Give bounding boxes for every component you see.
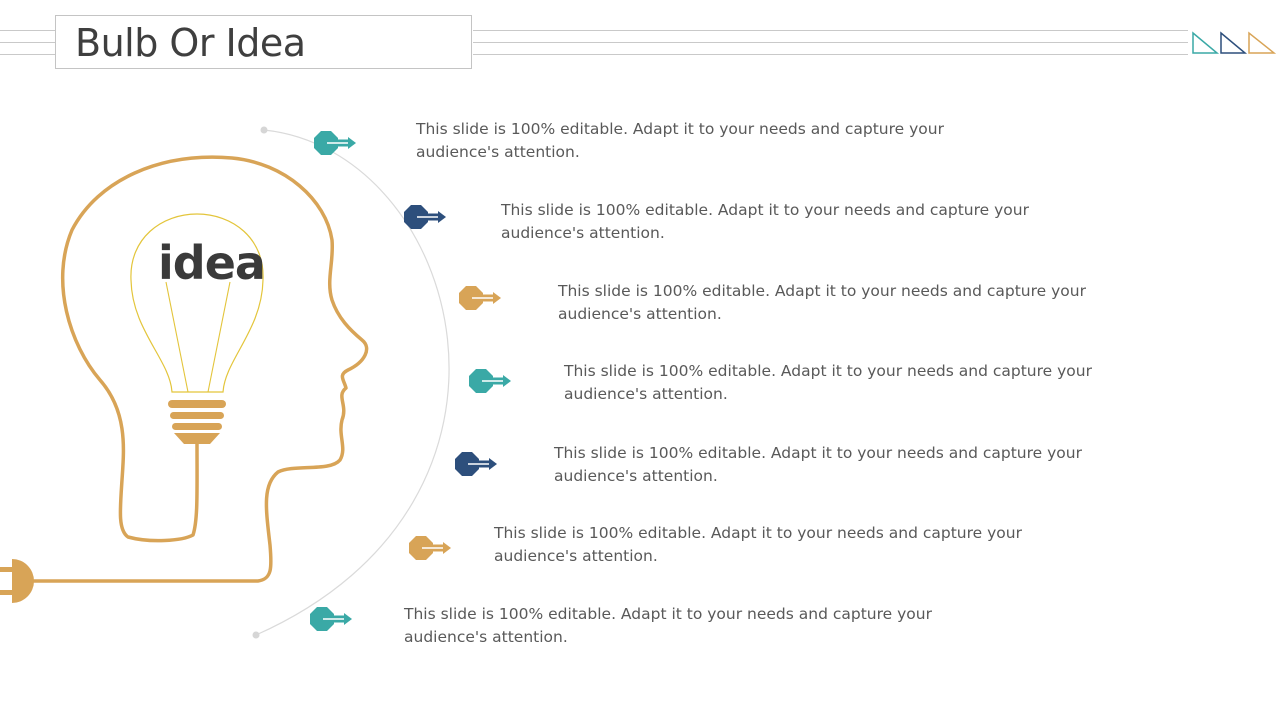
page-title: Bulb Or Idea <box>75 21 306 65</box>
item-marker-1-icon <box>314 131 356 155</box>
item-marker-5-icon <box>455 452 497 476</box>
item-marker-6-icon <box>409 536 451 560</box>
item-marker-3-icon <box>459 286 501 310</box>
item-text-3: This slide is 100% editable. Adapt it to your needs and capture your audience's attention. <box>558 282 1086 323</box>
item-text-2: This slide is 100% editable. Adapt it to your needs and capture your audience's attention. <box>501 201 1029 242</box>
item-marker-2-icon <box>404 205 446 229</box>
item-marker-4-icon <box>469 369 511 393</box>
item-text-4: This slide is 100% editable. Adapt it to your needs and capture your audience's attention. <box>564 362 1092 403</box>
item-text-5: This slide is 100% editable. Adapt it to your needs and capture your audience's attention. <box>554 444 1082 485</box>
item-text-1: This slide is 100% editable. Adapt it to your needs and capture your audience's attention. <box>416 120 944 161</box>
item-text-6: This slide is 100% editable. Adapt it to your needs and capture your audience's attention. <box>494 524 1022 565</box>
item-text-7: This slide is 100% editable. Adapt it to your needs and capture your audience's attention. <box>404 605 932 646</box>
item-marker-7-icon <box>310 607 352 631</box>
idea-word: idea <box>158 236 265 290</box>
